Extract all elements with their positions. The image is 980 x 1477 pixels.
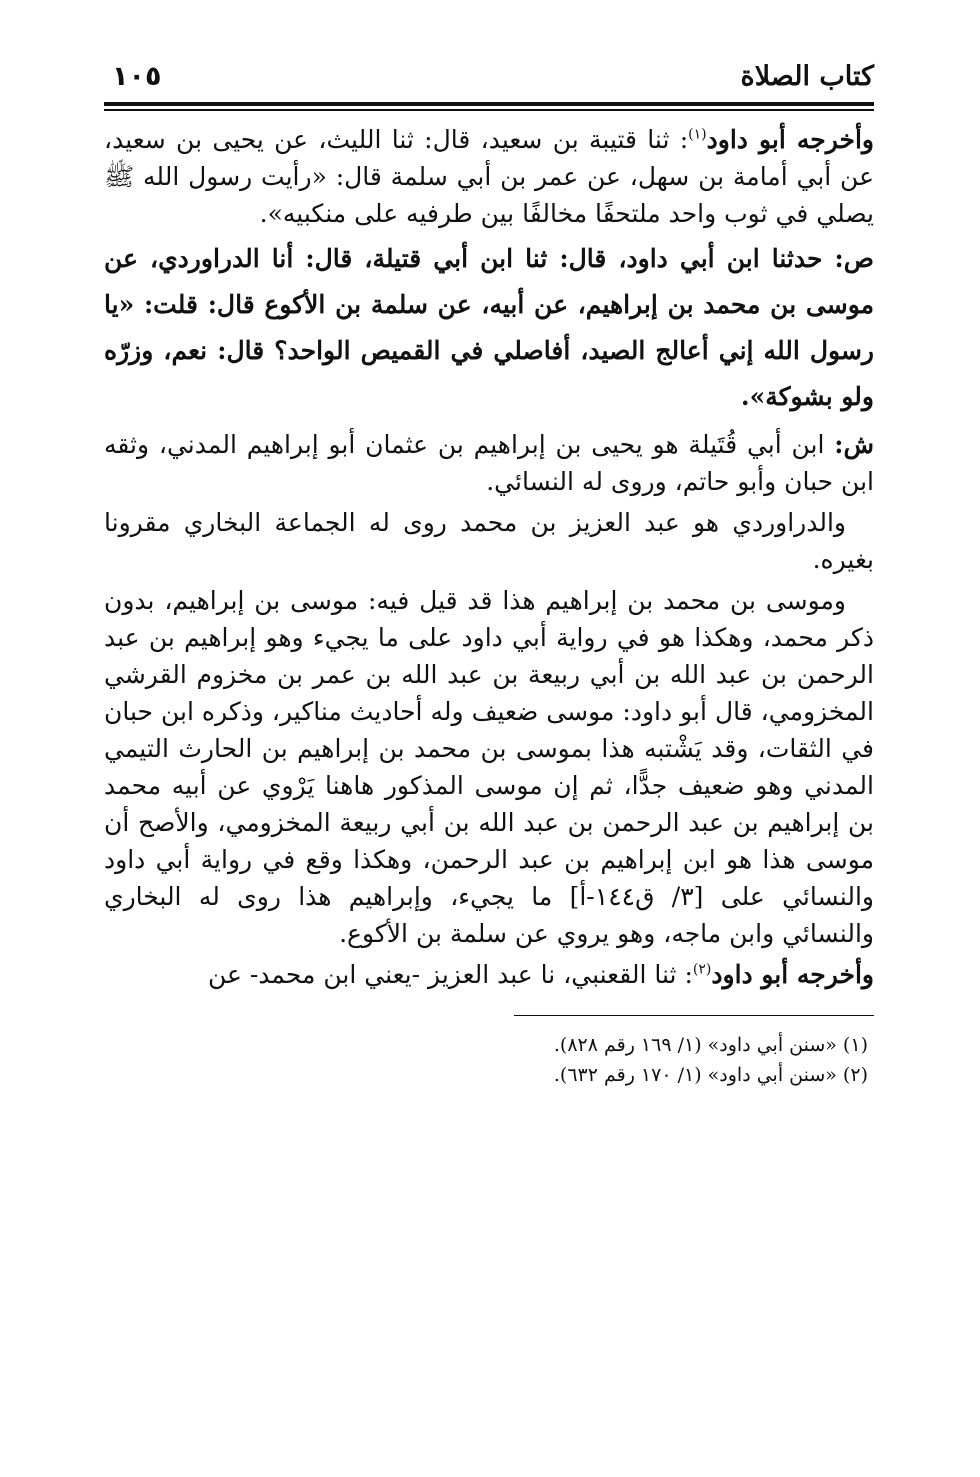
footnote-ref-1: (١) xyxy=(688,126,707,143)
footnote-rule xyxy=(514,1015,874,1017)
chapter-title: كتاب الصلاة xyxy=(740,61,874,92)
paragraph-5: وموسى بن محمد بن إبراهيم هذا قد قيل فيه: موسى بن إبراهيم، بدون ذكر محمد، وهكذا هو في رواية أبي داود على ما يجيء وهو إبراهيم بن عبد الرحمن بن عبد الله بن أبي ربيعة بن عبد الله بن عمر بن مخزوم القرشي المخزومي، قال أبو داود: موسى ضعيف وله أحاديث مناكير، وذكره ابن حبان في الثقات، وقد يَشْتبه هذا بموسى بن محمد بن إبراهيم بن الحارث التيمي المدني وهو ضعيف جدًّا، ثم إن موسى المذكور هاهنا يَرْوي عن أبيه محمد بن إبراهيم بن عبد الرحمن بن عبد الله بن أبي ربيعة المخزومي، والأصح أن موسى هذا هو ابن إبراهيم بن عبد الرحمن، وهكذا وقع في رواية أبي داود والنسائي على [٣/ ق١٤٤-أ] ما يجيء، وإبراهيم هذا روى له البخاري والنسائي وابن ماجه، وهو يروي عن سلمة بن الأكوع. xyxy=(104,585,874,948)
paragraph-4: والدراوردي هو عبد العزيز بن محمد روى له الجماعة البخاري مقرونا بغيره. xyxy=(104,507,874,574)
page-header xyxy=(104,60,874,94)
header-rule-thick xyxy=(104,102,874,106)
paragraph-1-lead: وأخرجه أبو داود xyxy=(706,124,874,154)
paragraph-1-text: : ثنا قتيبة بن سعيد، قال: ثنا الليث، عن يحيى بن سعيد، عن أبي أمامة بن سهل، عن عمر بن أبي سلمة قال: «رأيت رسول الله ﷺ يصلي في ثوب واحد ملتحفًا مخالفًا بين طرفيه على منكبيه». xyxy=(104,124,874,228)
footnote-2: (٢) «سنن أبي داود» (١/ ١٧٠ رقم ٦٣٢). xyxy=(553,1064,868,1086)
paragraph-3-lead: ش: xyxy=(834,429,874,459)
header-rule-thin xyxy=(104,109,874,111)
paragraph-6-lead: وأخرجه أبو داود xyxy=(711,959,874,989)
paragraph-6-text: : ثنا القعنبي، نا عبد العزيز -يعني ابن محمد- عن xyxy=(207,959,693,989)
page xyxy=(0,60,980,1477)
paragraph-3 xyxy=(104,426,874,500)
paragraph-1 xyxy=(104,121,874,232)
body-text xyxy=(104,121,874,993)
paragraph-2-hadith: ص: حدثنا ابن أبي داود، قال: ثنا ابن أبي قتيلة، قال: أنا الدراوردي، عن موسى بن محمد بن إبراهيم، عن أبيه، عن سلمة بن الأكوع قال: قلت: «يا رسول الله إني أعالج الصيد، أفاصلي في القميص الواحد؟ قال: نعم، وزرّه ولو بشوكة». xyxy=(104,243,874,411)
paragraph-3-text: ابن أبي قُتَيلة هو يحيى بن إبراهيم بن عثمان أبو إبراهيم المدني، وثقه ابن حبان وأبو حاتم، وروى له النسائي. xyxy=(104,429,874,496)
footnote-1: (١) «سنن أبي داود» (١/ ١٦٩ رقم ٨٢٨). xyxy=(553,1034,868,1056)
footnotes xyxy=(104,1030,874,1090)
footnote-ref-2: (٢) xyxy=(692,961,712,978)
page-number: ١٠٥ xyxy=(112,61,162,92)
paragraph-6 xyxy=(104,956,874,993)
